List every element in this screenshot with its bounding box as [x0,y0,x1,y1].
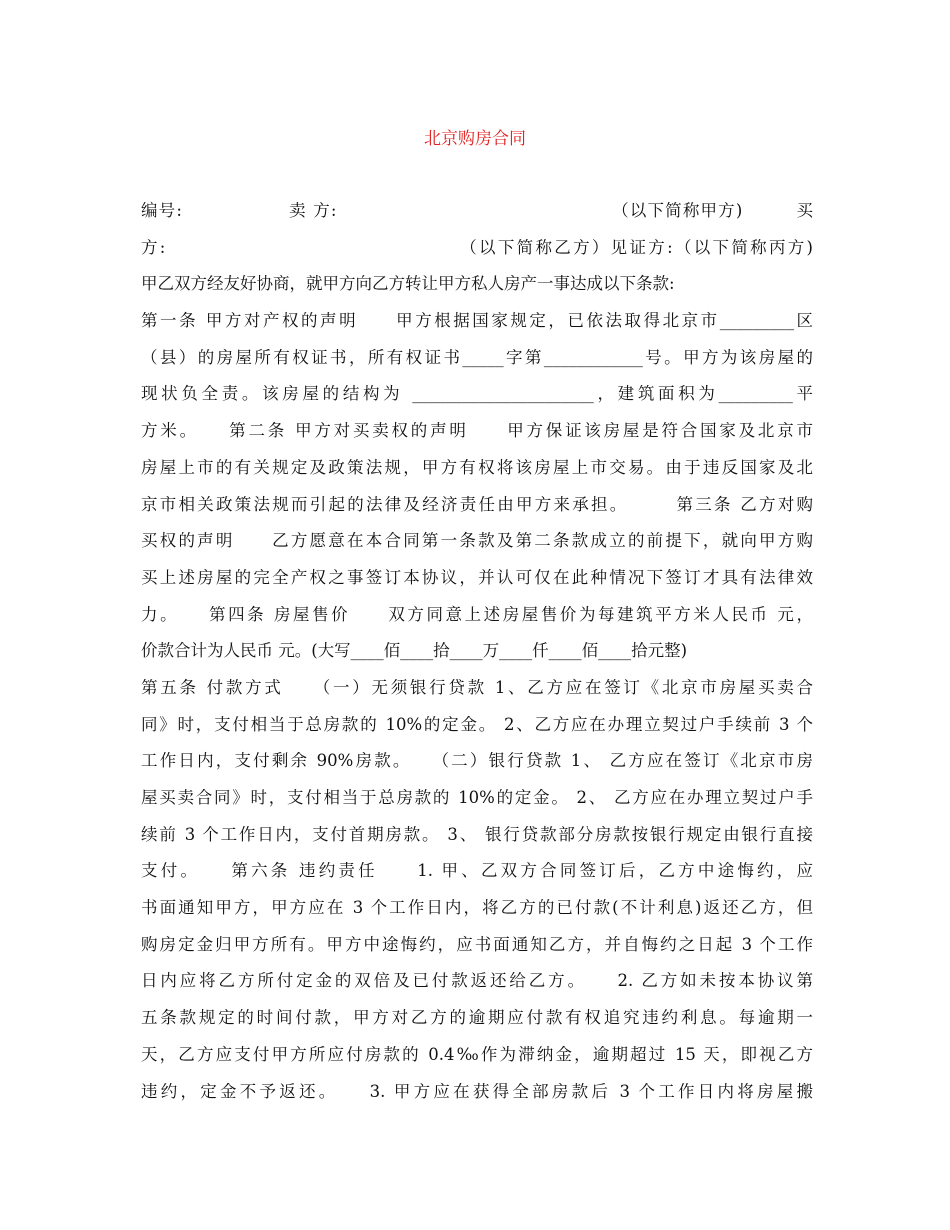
document-line: 天，乙方应支付甲方所应付房款的 0.4‰作为滞纳金，逾期超过 15 天，即视乙方 [141,1044,813,1064]
document-body [141,193,813,1110]
document-line: 现状负全责。该房屋的结构为 ______________________，建筑面积为_________平 [141,384,813,404]
document-title: 北京购房合同 [424,129,526,149]
document-line: 续前 3 个工作日内，支付首期房款。 3、 银行贷款部分房款按银行规定由银行直接 [141,824,813,844]
document-line: 编号: 卖 方: （以下简称甲方) 买 [141,201,813,220]
document-line: 书面通知甲方，甲方应在 3 个工作日内，将乙方的已付款(不计利息)返还乙方，但 [141,898,813,918]
document-line: （县）的房屋所有权证书，所有权证书_____字第____________号。甲方为该房屋的 [141,347,813,367]
document-line: 第一条 甲方对产权的声明 甲方根据国家规定，已依法取得北京市_________区 [141,311,813,331]
document-line: 工作日内，支付剩余 90%房款。 （二）银行贷款 1、 乙方应在签订《北京市房 [141,751,813,771]
document-line: 支付。 第六条 违约责任 1. 甲、乙双方合同签订后，乙方中途悔约，应 [141,861,813,881]
document-line: 买权的声明 乙方愿意在本合同第一条款及第二条款成立的前提下，就向甲方购 [141,531,813,551]
document-line: 五条款规定的时间付款，甲方对乙方的逾期应付款有权追究违约利息。每逾期一 [141,1008,813,1028]
document-line: 价款合计为人民币 元。(大写____佰____拾____万____仟____佰____拾元整) [141,641,688,661]
document-line: 京市相关政策法规而引起的法律及经济责任由甲方来承担。 第三条 乙方对购 [141,494,813,514]
document-line: 买上述房屋的完全产权之事签订本协议，并认可仅在此种情况下签订才具有法律效 [141,567,813,587]
document-line: 力。 第四条 房屋售价 双方同意上述房屋售价为每建筑平方米人民币 元， [141,604,813,624]
document-line: 方米。 第二条 甲方对买卖权的声明 甲方保证该房屋是符合国家及北京市 [141,421,813,441]
document-line: 第五条 付款方式 （一）无须银行贷款 1、乙方应在签订《北京市房屋买卖合 [141,677,813,697]
document-line: 违约，定金不予返还。 3. 甲方应在获得全部房款后 3 个工作日内将房屋搬 [141,1081,813,1101]
document-line: 方: （以下简称乙方）见证方:（以下简称丙方) [141,237,813,257]
document-line: 同》时，支付相当于总房款的 10%的定金。 2、乙方应在办理立契过户手续前 3 个 [141,714,813,734]
document-line: 屋买卖合同》时，支付相当于总房款的 10%的定金。 2、 乙方应在办理立契过户手 [141,788,813,807]
document-line: 日内应将乙方所付定金的双倍及已付款返还给乙方。 2. 乙方如未按本协议第 [141,971,813,991]
document-line: 房屋上市的有关规定及政策法规，甲方有权将该房屋上市交易。由于违反国家及北 [141,457,813,477]
document-line: 购房定金归甲方所有。甲方中途悔约，应书面通知乙方，并自悔约之日起 3 个工作 [141,934,813,954]
document-line: 甲乙双方经友好协商，就甲方向乙方转让甲方私人房产一事达成以下条款: [141,274,675,294]
